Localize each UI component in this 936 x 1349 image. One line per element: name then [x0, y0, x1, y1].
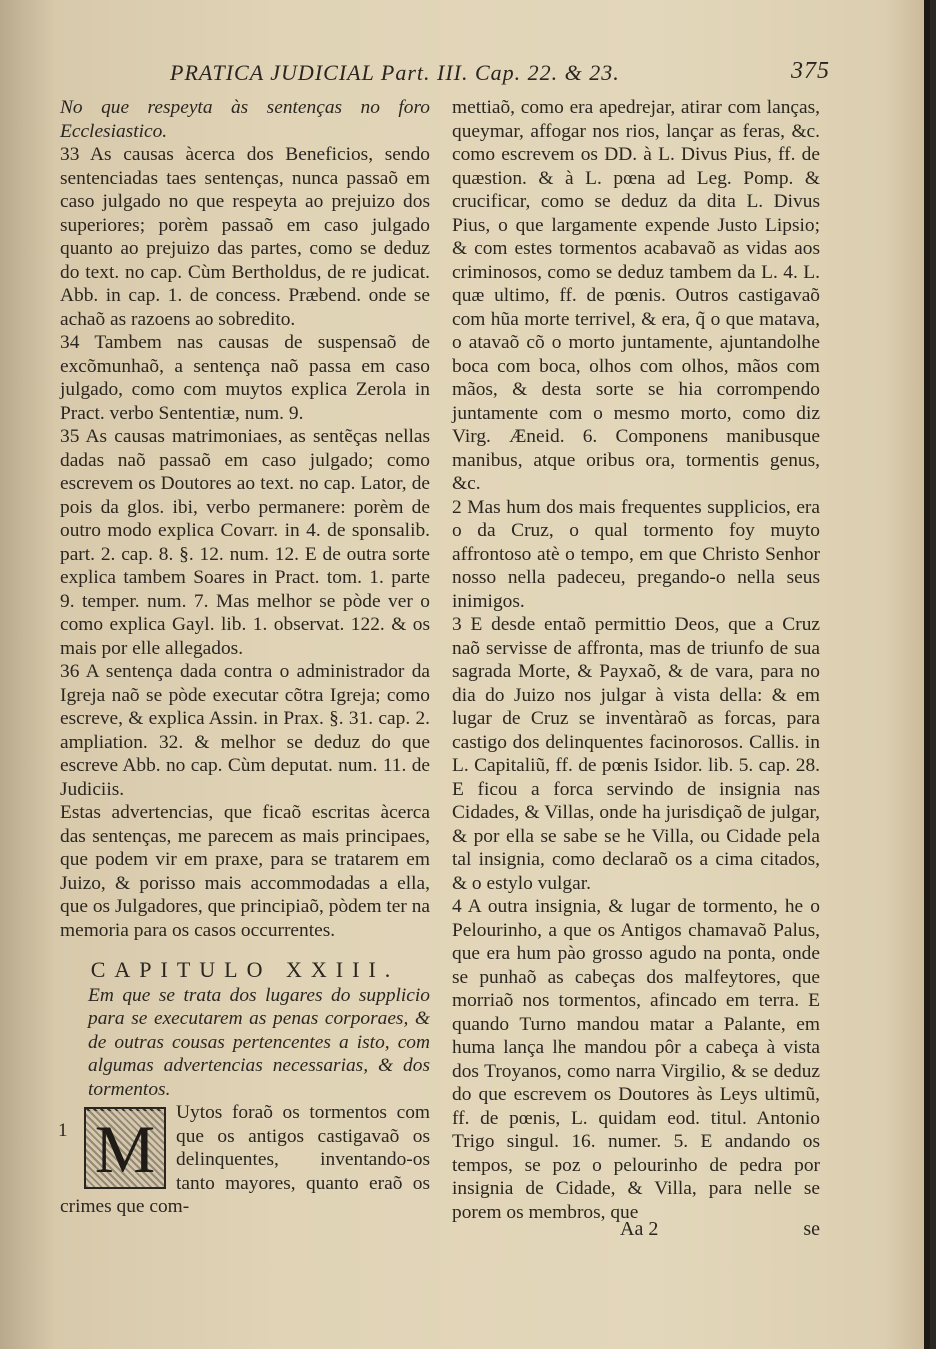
paragraph-35: 35 As causas matrimoniaes, as sentẽças nellas dadas naõ passaõ em caso julgado; como escrevem os Doutores ao text. no cap. Lator, de pois da glos. ibi, verbo permanere: porèm de outro modo explica Covarr. in 4. de sponsalib. part. 2. cap. 8. §. 12. num. 12. E de outra sorte explica tambem Soares in Pract. tom. 1. parte 9. temper. num. 7. Mas melhor se pòde ver o como explica Gayl. lib. 1. observat. 122. & os mais por elle allegados. — [60, 426, 430, 659]
initial-letter: M — [86, 1111, 164, 1187]
paragraph-continuation-right: mettiaõ, como era apedrejar, atirar com lanças, queymar, affogar nos rios, lançar as feras, &c. como escrevem os DD. à L. Divus Pius, ff. de quæstion. & à L. pœna ad Leg. Pomp. & crucificar, como se deduz da dita L. Divus Pius, o que largamente expende Justo Lipsio; & com estes tormentos acabavaõ as vidas aos criminosos, como se deduz tambem da L. 4. L. quæ ultimo, ff. de pœnis. Outros castigavaõ com hũa morte terrivel, & era, q̃ o que matava, o atavaõ cõ o morto juntamente, ajuntandolhe boca com boca, olhos com olhos, mãos com mãos, & desta sorte se hia corrompendo juntamente com o mesmo morto, como diz Virg. Æneid. 6. Componens manibusque manibus, atque oribus ora, tormentis genus, &c. — [452, 97, 820, 494]
paragraph-3: 3 E desde entaõ permittio Deos, que a Cruz naõ servisse de affronta, mas de triunfo de sua sagrada Morte, & Payxaõ, & de vara, para no dia do Juizo nos julgar à vista della: & em lugar de Cruz se inventàraõ as forcas, para castigo dos delinquentes facinorosos. Callis. in L. Capitaliũ, ff. de pœnis Isidor. lib. 5. cap. 28. E ficou a forca servindo de insignia nas Cidades, & Villas, onde ha jurisdiçaõ de julgar, & por ella se sabe se he Villa, ou Cidade pela tal insignia, como declaraõ os a cima citados, & o estylo vulgar. — [452, 614, 820, 894]
chapter-heading: CAPITULO XXIII. — [90, 957, 400, 982]
paragraph-number: 1 — [58, 1120, 68, 1141]
decorated-initial — [84, 1107, 166, 1189]
signature-mark: Aa 2 — [620, 1218, 659, 1240]
paragraph-continuation: No que respeyta às sentenças no foro Ecclesiastico. — [60, 97, 430, 142]
right-column — [452, 96, 820, 1224]
paragraph-33: 33 As causas àcerca dos Beneficios, sendo sentenciadas taes sentenças, nunca passaõ em caso julgado no que respeyta ao prejuizo dos superiores; porèm passaõ em caso julgado quanto ao prejuizo das partes, como se deduz do text. no cap. Cùm Bertholdus, de re judicat. Abb. in cap. 1. de concess. Præbend. onde se achaõ as razoens ao sobredito. — [60, 144, 430, 330]
catchword: se — [803, 1218, 820, 1240]
left-column — [60, 96, 430, 1219]
paragraph-2: 2 Mas hum dos mais frequentes supplicios, era o da Cruz, o qual tormento foy muyto affrontoso atè o tempo, em que Christo Senhor nosso nella padeceu, pregando-o nella seus inimigos. — [452, 496, 820, 612]
paragraph-4: 4 A outra insignia, & lugar de tormento, he o Pelourinho, a que os Antigos chamavaõ Palus, que era hum pào grosso agudo na ponta, onde se punhaõ as cabeças dos malfeytores, que morriaõ nos tormentos, afincado em terra. E quando Turno mandou matar a Palante, em huma lança lhe mandou pôr a cabeça à vista dos Troyanos, como narra Virgilio, & se deduz do que escrevem os Doutores às Leys ultimũ, ff. de pœnis, L. quidam eod. titul. Antonio Trigo singul. 16. numer. 5. E andando os tempos, se poz o pelourinho de pedra por insignia de Cidade, & Villa, para nelle se porem os membros, que — [452, 896, 820, 1223]
paragraph-1 — [60, 1101, 430, 1219]
paragraph-36: 36 A sentença dada contra o administrador da Igreja naõ se pòde executar cõtra Igreja; como escreve, & explica Assin. in Prax. §. 31. cap. 2. ampliation. 32. & melhor se deduz do que escreve Abb. no cap. Cùm deputat. num. 11. de Judiciis. — [60, 661, 430, 800]
chapter-subtitle: Em que se trata dos lugares do supplicio para se executarem as penas corporaes, & de outras cousas pertencentes a isto, com algumas advertencias necessarias, & dos tormentos. — [88, 984, 430, 1100]
page-footer — [620, 1218, 820, 1248]
page-number: 375 — [791, 58, 830, 84]
header-title: PRATICA JUDICIAL Part. III. Cap. 22. & 23. — [170, 60, 620, 85]
paragraph-34: 34 Tambem nas causas de suspensaõ de excõmunhaõ, a sentença naõ passa em caso julgado, como com muytos explica Zerola in Pract. verbo Sententiæ, num. 9. — [60, 332, 430, 424]
paragraph-1-text: Uytos foraõ os tormentos com que os antigos castigavaõ os delinquentes, inventando-os tanto mayores, quanto eraõ os crimes que com- — [60, 1102, 430, 1217]
running-header — [170, 56, 830, 90]
paragraph-advertencias: Estas advertencias, que ficaõ escritas àcerca das sentenças, me parecem as mais principaes, que podem vir em praxe, para se tratarem em Juizo, & porisso mais accommodadas a ella, que os Julgadores, que principiaõ, pòdem ter na memoria para os casos occurrentes. — [60, 802, 430, 941]
page-edge — [924, 0, 930, 1349]
